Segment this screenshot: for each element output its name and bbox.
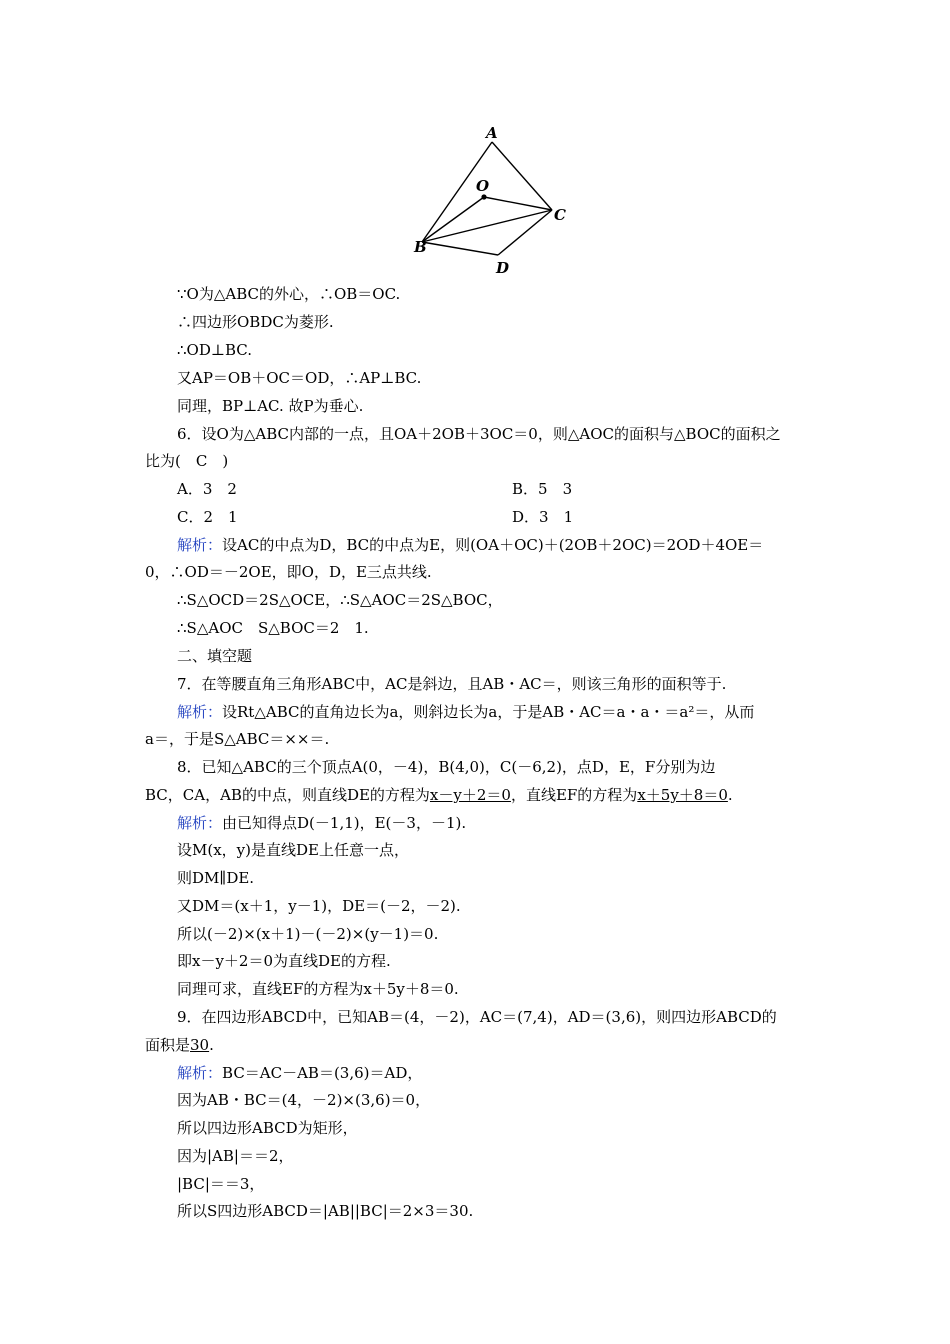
text-line: ∴四边形OBDC为菱形. bbox=[177, 313, 334, 331]
label-c: C bbox=[554, 206, 566, 224]
label-a: A bbox=[486, 124, 498, 142]
solution-9 bbox=[0, 1063, 950, 1083]
text-line: ∵O为△ABC的外心，∴OB＝OC. bbox=[177, 285, 401, 303]
question-9-cont bbox=[0, 1035, 950, 1055]
label-b: B bbox=[414, 238, 427, 256]
question-6: 6．设O为△ABC内部的一点，且OA＋2OB＋3OC＝0，则△AOC的面积与△BOC的面积之 bbox=[177, 425, 781, 443]
solution-6 bbox=[0, 535, 950, 555]
point-o bbox=[481, 194, 486, 199]
question-7: 7．在等腰直角三角形ABC中，AC是斜边，且AB・AC＝，则该三角形的面积等于. bbox=[177, 675, 727, 693]
edge-bd bbox=[422, 242, 498, 255]
option-b: B．5 3 bbox=[512, 480, 573, 498]
quadrilateral-diagram bbox=[400, 118, 580, 283]
edge-bo bbox=[422, 197, 484, 242]
solution-9-line: 所以S四边形ABCD＝|AB||BC|＝2×3＝30. bbox=[177, 1202, 474, 1220]
question-6-cont: 比为( C ) bbox=[145, 452, 229, 470]
text-line: ∴OD⊥BC. bbox=[177, 341, 252, 359]
geometry-figure bbox=[400, 118, 580, 283]
question-8: 8．已知△ABC的三个顶点A(0，－4)，B(4,0)，C(－6,2)，点D，E，F分别为边 bbox=[177, 758, 716, 776]
answer-de: x－y＋2＝0 bbox=[429, 786, 511, 804]
option-d: D．3 1 bbox=[512, 508, 574, 526]
solution-6-line: ∴S△OCD＝2S△OCE，∴S△AOC＝2S△BOC， bbox=[177, 591, 503, 609]
answer-ef: x＋5y＋8＝0 bbox=[637, 786, 728, 804]
question-text: ，直线EF的方程为 bbox=[510, 786, 638, 804]
solution-7-cont: a＝，于是S△ABC＝××＝. bbox=[145, 730, 330, 748]
solution-8-line: 即x－y＋2＝0为直线DE的方程. bbox=[177, 952, 391, 970]
solution-text: 由已知得点D(－1,1)，E(－3，－1). bbox=[222, 814, 467, 832]
solution-9-line: 因为|AB|＝＝2， bbox=[177, 1147, 294, 1165]
text-line: 同理，BP⊥AC. 故P为垂心. bbox=[177, 397, 364, 415]
solution-tag: 解析： bbox=[177, 536, 223, 554]
question-9: 9．在四边形ABCD中，已知AB＝(4，－2)，AC＝(7,4)，AD＝(3,6)，则四边形ABCD的 bbox=[177, 1008, 777, 1026]
solution-9-line: 因为AB・BC＝(4，－2)×(3,6)＝0， bbox=[177, 1091, 431, 1109]
text-line: 又AP＝OB＋OC＝OD，∴AP⊥BC. bbox=[177, 369, 422, 387]
solution-text: BC＝AC－AB＝(3,6)＝AD， bbox=[222, 1064, 423, 1082]
section-heading: 二、填空题 bbox=[177, 647, 253, 665]
solution-text: 设AC的中点为D，BC的中点为E，则(OA＋OC)＋(2OB＋2OC)＝2OD＋4OE＝ bbox=[222, 536, 764, 554]
solution-8-line: 同理可求，直线EF的方程为x＋5y＋8＝0. bbox=[177, 980, 459, 998]
solution-6-cont: 0，∴OD＝－2OE，即O，D，E三点共线. bbox=[145, 563, 432, 581]
question-text: . bbox=[727, 786, 733, 804]
label-o: O bbox=[476, 177, 490, 195]
solution-8-line: 设M(x，y)是直线DE上任意一点， bbox=[177, 841, 409, 859]
label-d: D bbox=[496, 259, 510, 277]
question-text: 面积是 bbox=[145, 1036, 191, 1054]
solution-8-line: 则DM∥DE. bbox=[177, 869, 255, 887]
solution-tag: 解析： bbox=[177, 1064, 223, 1082]
question-text: BC，CA，AB的中点，则直线DE的方程为 bbox=[145, 786, 430, 804]
option-a: A．3 2 bbox=[177, 480, 237, 498]
solution-8 bbox=[0, 813, 950, 833]
answer-area: 30 bbox=[190, 1036, 210, 1054]
solution-text: 设Rt△ABC的直角边长为a，则斜边长为a，于是AB・AC＝a・a・＝a²＝，从而 bbox=[222, 703, 755, 721]
solution-8-line: 又DM＝(x＋1，y－1)，DE＝(－2，－2). bbox=[177, 897, 461, 915]
solution-9-line: 所以四边形ABCD为矩形， bbox=[177, 1119, 358, 1137]
solution-7 bbox=[0, 702, 950, 722]
solution-tag: 解析： bbox=[177, 814, 223, 832]
option-c: C．2 1 bbox=[177, 508, 238, 526]
solution-9-line: |BC|＝＝3， bbox=[177, 1175, 265, 1193]
solution-tag: 解析： bbox=[177, 703, 223, 721]
solution-6-line: ∴S△AOC S△BOC＝2 1. bbox=[177, 619, 369, 637]
question-text: . bbox=[209, 1036, 214, 1054]
solution-8-line: 所以(－2)×(x＋1)－(－2)×(y－1)＝0. bbox=[177, 925, 439, 943]
question-8-cont bbox=[0, 785, 950, 805]
